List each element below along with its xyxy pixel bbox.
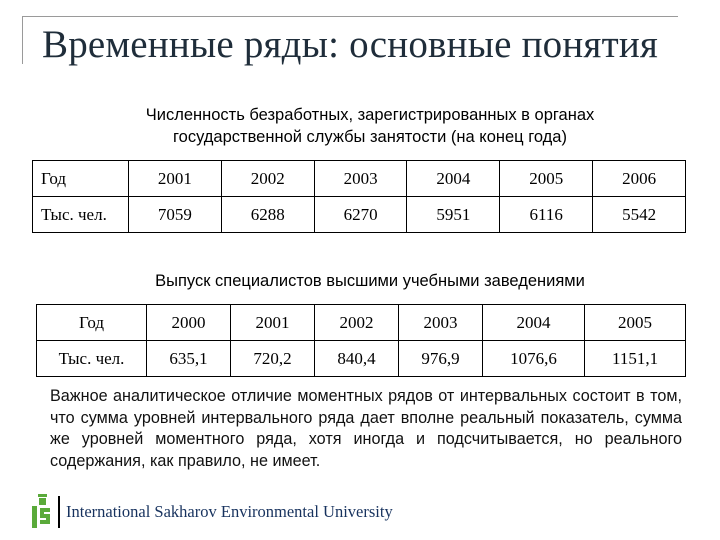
table-cell: Тыс. чел.	[33, 197, 129, 233]
title-rule-left	[22, 16, 23, 64]
table-row	[33, 197, 686, 233]
table-cell: 1076,6	[482, 341, 584, 377]
table-cell: 1151,1	[585, 341, 686, 377]
table-cell: 2005	[500, 161, 593, 197]
table1-caption-line1: Численность безработных, зарегистрированных в органах	[145, 106, 595, 124]
title-rule-top	[22, 16, 678, 17]
slide-title: Временные ряды: основные понятия	[42, 23, 659, 66]
table1-caption-line2: государственной службы занятости (на конец года)	[173, 128, 567, 146]
table-cell: Год	[33, 161, 129, 197]
table-cell: 2005	[585, 305, 686, 341]
table-cell: 2004	[482, 305, 584, 341]
footer-university-name: International Sakharov Environmental University	[66, 502, 393, 521]
table-cell: 976,9	[398, 341, 482, 377]
unemployment-table	[32, 160, 686, 233]
table-cell: Год	[37, 305, 147, 341]
table-cell: 6288	[221, 197, 314, 233]
table1-caption	[50, 104, 690, 148]
table-cell: Тыс. чел.	[37, 341, 147, 377]
table-cell: 7059	[129, 197, 222, 233]
table-cell: 2003	[398, 305, 482, 341]
table-cell: 635,1	[147, 341, 231, 377]
table-row	[37, 341, 686, 377]
graduates-table	[36, 304, 686, 377]
table-cell: 5542	[593, 197, 686, 233]
table-cell: 2002	[314, 305, 398, 341]
table-cell: 2004	[407, 161, 500, 197]
table-cell: 6270	[314, 197, 407, 233]
table-cell: 6116	[500, 197, 593, 233]
table-cell: 2002	[221, 161, 314, 197]
university-logo-icon	[30, 494, 56, 530]
table-cell: 2003	[314, 161, 407, 197]
table-cell: 2001	[230, 305, 314, 341]
table2-caption: Выпуск специалистов высшими учебными заведениями	[155, 272, 585, 290]
table-cell: 2001	[129, 161, 222, 197]
table-cell: 840,4	[314, 341, 398, 377]
table-cell: 5951	[407, 197, 500, 233]
footer-divider	[58, 496, 60, 528]
table-cell: 720,2	[230, 341, 314, 377]
table-cell: 2006	[593, 161, 686, 197]
table-cell: 2000	[147, 305, 231, 341]
table-row	[37, 305, 686, 341]
table-row	[33, 161, 686, 197]
explanation-paragraph: Важное аналитическое отличие моментных рядов от интервальных состоит в том, что сумма уровней интервального ряда дает вполне реальный показатель, сумма же уровней моментного ряда, хотя иногда и подсчитывается, но реального содержания, как правило, не имеет.	[50, 387, 682, 470]
